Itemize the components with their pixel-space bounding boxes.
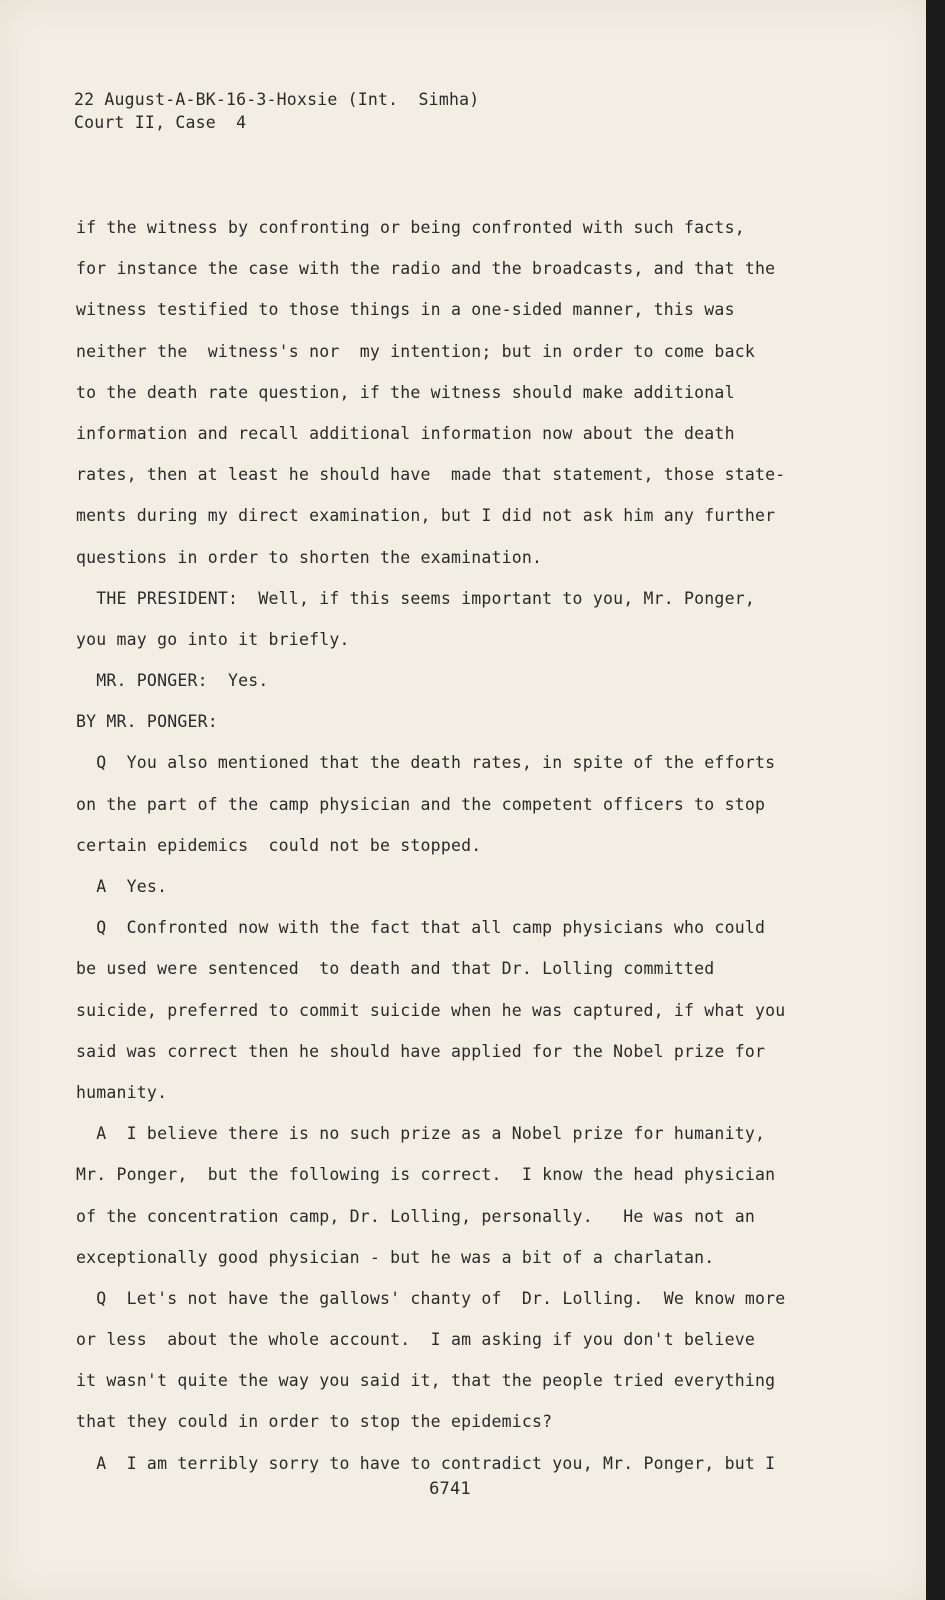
transcript-line: to the death rate question, if the witness should make additional — [76, 382, 735, 402]
transcript-line: THE PRESIDENT: Well, if this seems important to you, Mr. Ponger, — [76, 588, 755, 608]
transcript-line: or less about the whole account. I am asking if you don't believe — [76, 1330, 755, 1350]
document-header — [74, 88, 479, 134]
transcript-line: questions in order to shorten the examination. — [76, 547, 543, 567]
transcript-line: for instance the case with the radio and the broadcasts, and that the — [76, 259, 776, 279]
header-line-court: Court II, Case 4 — [74, 113, 247, 132]
transcript-line: suicide, preferred to commit suicide when he was captured, if what you — [76, 1000, 786, 1020]
transcript-line: Q Let's not have the gallows' chanty of Dr. Lolling. We know more — [76, 1288, 786, 1308]
transcript-line: neither the witness's nor my intention; but in order to come back — [76, 341, 755, 361]
transcript-line: A I believe there is no such prize as a Nobel prize for humanity, — [76, 1124, 766, 1144]
transcript-line: Q Confronted now with the fact that all camp physicians who could — [76, 918, 766, 938]
transcript-line: BY MR. PONGER: — [76, 712, 218, 732]
transcript-line: witness testified to those things in a one-sided manner, this was — [76, 300, 735, 320]
transcript-line: humanity. — [76, 1082, 168, 1102]
transcript-line: if the witness by confronting or being confronted with such facts, — [76, 218, 745, 237]
transcript-line: certain epidemics could not be stopped. — [76, 835, 482, 855]
transcript-line: said was correct then he should have applied for the Nobel prize for — [76, 1041, 766, 1061]
transcript-line: Q You also mentioned that the death rates, in spite of the efforts — [76, 753, 776, 773]
transcript-line: it wasn't quite the way you said it, that the people tried everything — [76, 1371, 776, 1391]
transcript-line: MR. PONGER: Yes. — [76, 671, 269, 691]
transcript-line: rates, then at least he should have made that statement, those state- — [76, 465, 786, 485]
transcript-line: Mr. Ponger, but the following is correct. I know the head physician — [76, 1165, 776, 1185]
header-line-session: 22 August-A-BK-16-3-Hoxsie (Int. Simha) — [74, 90, 480, 109]
scan-edge — [926, 0, 945, 1600]
transcript-line: on the part of the camp physician and the competent officers to stop — [76, 794, 766, 814]
transcript-line: ments during my direct examination, but I did not ask him any further — [76, 506, 776, 526]
transcript-line: information and recall additional information now about the death — [76, 423, 735, 443]
transcript-line: A I am terribly sorry to have to contradict you, Mr. Ponger, but I — [76, 1453, 776, 1473]
page-number: 6741 — [429, 1479, 471, 1499]
transcript-line: that they could in order to stop the epidemics? — [76, 1412, 553, 1432]
transcript-line: be used were sentenced to death and that Dr. Lolling committed — [76, 959, 715, 979]
transcript-line: you may go into it briefly. — [76, 629, 350, 649]
transcript-line: A Yes. — [76, 877, 168, 896]
transcript-body — [76, 207, 816, 1484]
transcript-line: of the concentration camp, Dr. Lolling, personally. He was not an — [76, 1206, 755, 1226]
transcript-line: exceptionally good physician - but he was a bit of a charlatan. — [76, 1247, 715, 1267]
